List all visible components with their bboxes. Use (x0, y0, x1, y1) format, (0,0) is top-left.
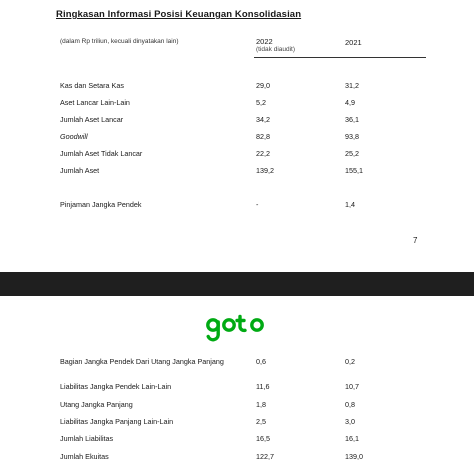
row-label: Aset Lancar Lain-Lain (60, 98, 130, 107)
table-row (0, 166, 474, 176)
table-row (0, 200, 474, 210)
column-header-2021: 2021 (345, 38, 362, 47)
row-value-2021: 16,1 (345, 434, 359, 443)
row-label: Jumlah Liabilitas (60, 434, 114, 443)
row-value-2022: 16,5 (256, 434, 270, 443)
row-value-2022: 29,0 (256, 81, 270, 90)
table-row (0, 132, 474, 142)
table-row (0, 452, 474, 462)
page-title: Ringkasan Informasi Posisi Keuangan Konsolidasian (56, 9, 302, 20)
document-page-bottom (0, 296, 474, 470)
row-value-2021: 0,8 (345, 400, 355, 409)
row-value-2022: 122,7 (256, 452, 274, 461)
row-value-2022: 2,5 (256, 417, 266, 426)
row-value-2022: 139,2 (256, 166, 274, 175)
row-value-2021: 139,0 (345, 452, 363, 461)
table-row (0, 417, 474, 427)
table-row (0, 149, 474, 159)
table-row (0, 81, 474, 91)
table-row (0, 382, 474, 392)
row-value-2021: 3,0 (345, 417, 355, 426)
row-label: Kas dan Setara Kas (60, 81, 124, 90)
row-value-2022: 34,2 (256, 115, 270, 124)
table-row (0, 98, 474, 108)
row-value-2021: 10,7 (345, 382, 359, 391)
row-label: Liabilitas Jangka Pendek Lain-Lain (60, 382, 172, 391)
row-label: Liabilitas Jangka Panjang Lain-Lain (60, 417, 174, 426)
row-label: Goodwill (60, 132, 88, 141)
row-value-2021: 4,9 (345, 98, 355, 107)
row-value-2021: 25,2 (345, 149, 359, 158)
row-label: Pinjaman Jangka Pendek (60, 200, 142, 209)
table-row (0, 357, 474, 367)
row-value-2022: 0,6 (256, 357, 266, 366)
goto-logo (206, 314, 268, 344)
row-label: Utang Jangka Panjang (60, 400, 133, 409)
row-value-2021: 93,8 (345, 132, 359, 141)
row-value-2022: - (256, 200, 259, 209)
column-header-2022 (256, 38, 295, 54)
row-label: Jumlah Aset (60, 166, 100, 175)
column-year-2022: 2022 (256, 37, 273, 46)
row-value-2022: 11,6 (256, 382, 270, 391)
row-value-2022: 5,2 (256, 98, 266, 107)
row-value-2021: 155,1 (345, 166, 363, 175)
row-label: Jumlah Aset Lancar (60, 115, 124, 124)
page-number: 7 (413, 236, 418, 245)
row-value-2021: 1,4 (345, 200, 355, 209)
table-row (0, 115, 474, 125)
row-label: Bagian Jangka Pendek Dari Utang Jangka Panjang (60, 357, 224, 366)
row-label: Jumlah Ekuitas (60, 452, 109, 461)
page-separator (0, 272, 474, 296)
header-divider (254, 57, 426, 58)
unit-note: (dalam Rp triliun, kecuali dinyatakan lain) (60, 38, 179, 45)
row-value-2021: 0,2 (345, 357, 355, 366)
row-value-2022: 22,2 (256, 149, 270, 158)
row-value-2022: 82,8 (256, 132, 270, 141)
table-row (0, 434, 474, 444)
table-row (0, 400, 474, 410)
row-value-2021: 36,1 (345, 115, 359, 124)
row-label: Jumlah Aset Tidak Lancar (60, 149, 143, 158)
row-value-2021: 31,2 (345, 81, 359, 90)
row-value-2022: 1,8 (256, 400, 266, 409)
column-note-unaudited: (tidak diaudit) (256, 46, 296, 53)
